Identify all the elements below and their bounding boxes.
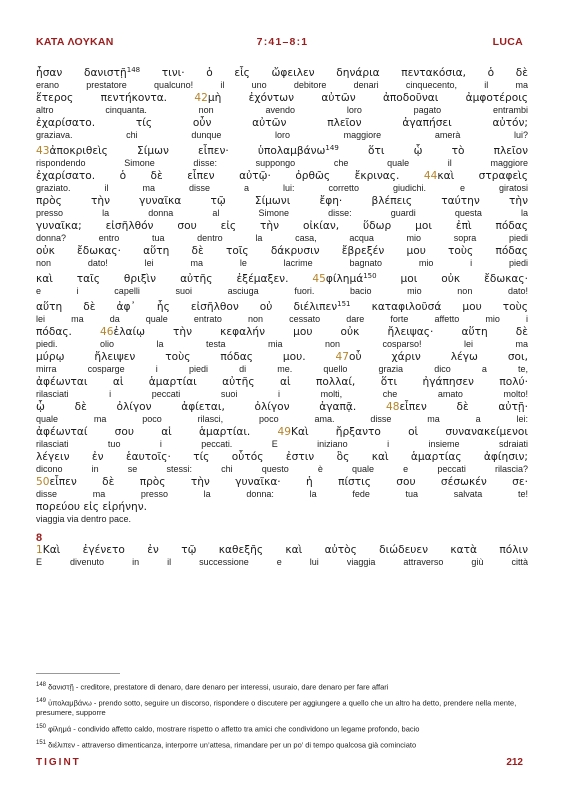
greek-line: οὐκ ἔδωκας· αὕτη δὲ τοῖς δάκρυσιν ἔβρεξέν μου τοὺς πόδας <box>36 245 528 257</box>
footnote <box>36 697 531 718</box>
italian-gloss-line: graziato. il ma disse a lui: corretto giudichi. e giratosi <box>36 183 528 193</box>
italian-gloss-line: non dato! lei ma le lacrime bagnato mio i piedi <box>36 258 528 268</box>
verse-line-row <box>36 326 528 349</box>
footnote-text: δανιστῇ - creditore, prestatore di denaro, dare denaro per interessi, usuraio, dare denaro per fare affari <box>46 682 389 692</box>
italian-gloss-line: lei ma da quale entrato non cessato dare forte affetto mio i <box>36 314 528 324</box>
verse-line-row <box>36 64 528 90</box>
italian-gloss-line: rilasciati i peccati suoi i molti, che amato molto! <box>36 389 528 399</box>
italian-gloss-line: dicono in se stessi: chi questo è quale e peccati rilascia? <box>36 464 528 474</box>
italian-gloss-line: disse ma presso la donna: la fede tua salvata te! <box>36 489 528 499</box>
greek-line: πόδας. 46ἐλαίῳ τὴν κεφαλήν μου οὐκ ἤλειψας· αὕτη δὲ <box>36 326 528 338</box>
verse-line-row <box>36 376 528 399</box>
greek-line: πρὸς τὴν γυναῖκα τῷ Σίμωνι ἔφη· βλέπεις ταύτην τὴν <box>36 195 528 207</box>
page-number: 212 <box>506 757 523 768</box>
footnote-number: 151 <box>36 739 47 746</box>
greek-line: ἐχαρίσατο. τίς οὖν αὐτῶν πλεῖον ἀγαπήσει αὐτόν; <box>36 117 528 129</box>
verse-line-row <box>36 220 528 243</box>
book-title-greek: ΚΑΤΑ ΛΟΥΚΑΝ <box>36 36 114 48</box>
greek-line: ἕτερος πεντήκοντα. 42μὴ ἐχόντων αὐτῶν ἀποδοῦναι ἀμφοτέροις <box>36 92 528 104</box>
footnote-number: 149 <box>36 698 47 704</box>
greek-line: μύρῳ ἤλειψεν τοὺς πόδας μου. 47οὗ χάριν λέγω σοι, <box>36 351 528 363</box>
footnote-number: 150 <box>36 723 47 730</box>
greek-line: ἐχαρίσατο. ὁ δὲ εἶπεν αὐτῷ· ὀρθῶς ἔκρινας. 44καὶ στραφεὶς <box>36 170 528 182</box>
verse-line-row <box>36 245 528 268</box>
footnote-divider <box>36 673 120 674</box>
verse-line-row <box>36 298 528 324</box>
greek-line: καὶ ταῖς θριξὶν αὐτῆς ἐξέμαξεν. 45φίλημά$^{150}$ μοι οὐκ ἔδωκας· <box>36 272 529 285</box>
verse-line-row <box>36 117 528 140</box>
footnote <box>36 723 531 734</box>
chapter-line-row <box>36 544 528 567</box>
italian-gloss-line: erano prestatore qualcuno! il uno debitore denari cinquecento, il ma <box>36 80 528 90</box>
verse-line-row <box>36 401 528 424</box>
greek-line: ᾧ δὲ ὀλίγον ἀφίεται, ὀλίγον ἀγαπᾷ. 48εἶπεν δὲ αὐτῇ· <box>36 401 528 413</box>
italian-gloss-line: viaggia via dentro pace. <box>36 514 132 524</box>
verse-line-row <box>36 142 528 168</box>
interlinear-text <box>36 64 528 569</box>
italian-gloss-line: mirra cosparge i piedi di me. quello grazia dico a te, <box>36 364 528 374</box>
greek-line: γυναῖκα; εἰσῆλθόν σου εἰς τὴν οἰκίαν, ὕδωρ μοι ἐπὶ πόδας <box>36 220 528 232</box>
italian-gloss-line: presso la donna al Simone disse: guardi questa la <box>36 208 528 218</box>
italian-gloss-line: quale ma poco rilasci, poco ama. disse ma a lei: <box>36 414 528 424</box>
italian-gloss-line: donna? entro tua dentro la casa, acqua mio sopra piedi <box>36 233 528 243</box>
verse-line-row <box>36 426 528 449</box>
footnotes <box>36 681 531 755</box>
italian-gloss-line: graziava. chi dunque loro maggiore amerà lui? <box>36 130 528 140</box>
footnote-text: διέλιπεν - attraverso dimenticanza, interporre un’attesa, rimandare per un po’ di tempo qualcosa già cominciato <box>46 740 417 749</box>
verse-line-row <box>36 501 528 524</box>
italian-gloss-line: altro cinquanta. non avendo loro pagato entrambi <box>36 105 528 115</box>
verse-line-row <box>36 351 528 374</box>
footnote <box>36 739 531 750</box>
greek-line: ἦσαν δανιστῇ$^{148}$ τινι· ὁ εἷς ὤφειλεν δηνάρια πεντακόσια, ὁ δὲ <box>36 66 528 79</box>
italian-gloss-line: rispondendo Simone disse: suppongo che quale il maggiore <box>36 158 528 168</box>
greek-line: 1Καὶ ἐγένετο ἐν τῷ καθεξῆς καὶ αὐτὸς διώδευεν κατὰ πόλιν <box>36 544 528 556</box>
verse-line-row <box>36 270 528 296</box>
greek-line: αὕτη δὲ ἀφ᾽ ἧς εἰσῆλθον οὐ διέλιπεν$^{151}$ καταφιλοῦσά μου τοὺς <box>36 300 528 313</box>
greek-line: λέγειν ἐν ἑαυτοῖς· τίς οὗτός ἐστιν ὃς καὶ ἁμαρτίας ἀφίησιν; <box>36 451 528 463</box>
verse-line-row <box>36 170 528 193</box>
greek-line: ἀφέωνται αἱ ἁμαρτίαι αὐτῆς αἱ πολλαί, ὅτι ἠγάπησεν πολύ· <box>36 376 528 388</box>
greek-line: πορεύου εἰς εἰρήνην. <box>36 501 147 513</box>
italian-gloss-line: e i capelli suoi asciuga fuori. bacio mio non dato! <box>36 286 528 296</box>
italian-gloss-line: piedi. olio la testa mia non cosparso! lei ma <box>36 339 528 349</box>
verse-line-row <box>36 476 528 499</box>
footnote-text: ὑπολαμβάνω - prendo sotto, seguire un discorso, rispondere o discutere per aggiungere a quello che un altro ha detto, prendere nella mente, presumere, supporre <box>36 698 517 717</box>
footnote-number: 148 <box>36 682 47 688</box>
footnote <box>36 681 531 692</box>
publisher-name: TIGINT <box>36 757 81 768</box>
greek-line: 43ἀποκριθεὶς Σίμων εἶπεν· ὑπολαμβάνω$^{149}$ ὅτι ᾧ τὸ πλεῖον <box>36 144 528 157</box>
greek-line: 50εἶπεν δὲ πρὸς τὴν γυναῖκα· ἡ πίστις σου σέσωκέν σε· <box>36 476 528 488</box>
chapter-verse-range: 7:41–8:1 <box>256 36 309 48</box>
verse-line-row <box>36 451 528 474</box>
italian-gloss-line: rilasciati tuo i peccati. E iniziano i insieme sdraiati <box>36 439 528 449</box>
italian-gloss-line: E divenuto in il successione e lui viaggia attraverso giù città <box>36 557 528 567</box>
footnote-text: φίλημά - condivido affetto caldo, mostrare rispetto o affetto tra amici che condividono un legame profondo, bacio <box>46 724 420 733</box>
verse-line-row <box>36 92 528 115</box>
greek-line: ἀφέωνταί σου αἱ ἁμαρτίαι. 49Καὶ ἤρξαντο οἱ συνανακείμενοι <box>36 426 528 438</box>
chapter-number: 8 <box>36 532 43 544</box>
verse-line-row <box>36 195 528 218</box>
book-title-italian: LUCA <box>492 36 523 48</box>
